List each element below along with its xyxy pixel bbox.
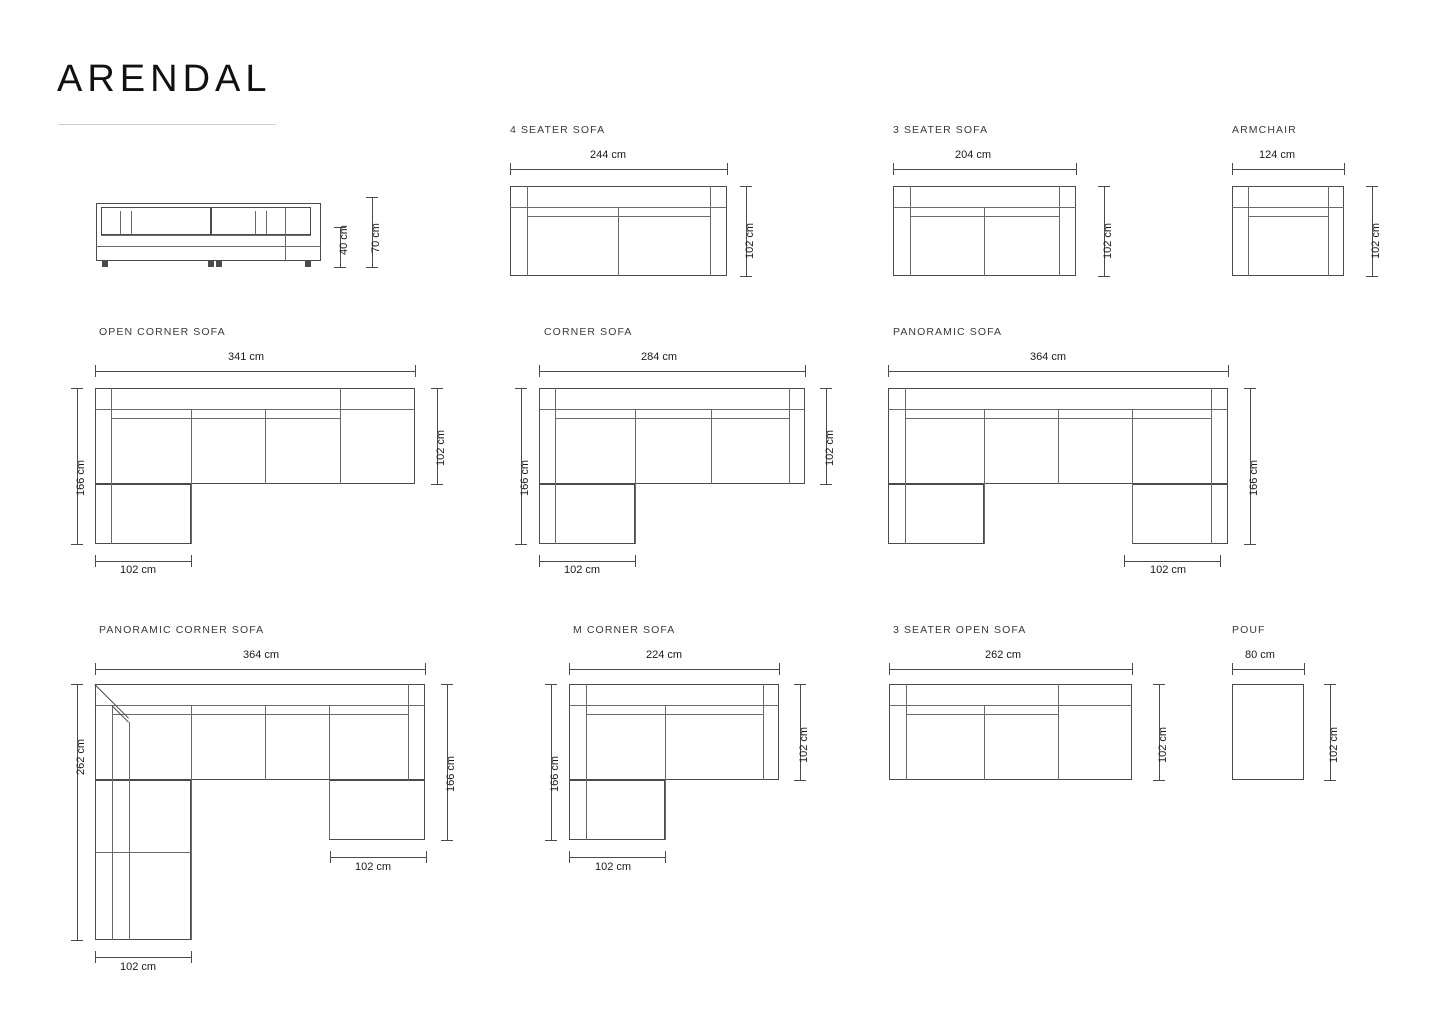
dim-mcorner-width-line xyxy=(569,669,779,670)
dim-opencorner-foot-tick-left xyxy=(95,555,96,567)
dim-pouf-width-tick-right xyxy=(1304,663,1305,675)
dim-3seater-width-tick-right xyxy=(1076,163,1077,175)
dim-opencorner-width-tick-left xyxy=(95,365,96,377)
dim-pancorner-side-line xyxy=(77,684,78,940)
dim-pancorner-width-line xyxy=(95,669,425,670)
dim-mcorner-side-tick-bottom xyxy=(545,840,557,841)
dim-opencorner-depth-tick-bottom xyxy=(431,484,443,485)
dim-mcorner-foot-tick-right xyxy=(665,851,666,863)
dim-3seater-depth-label: 102 cm xyxy=(1102,222,1114,259)
dim-pancorner-width-tick-right xyxy=(425,663,426,675)
dim-panoramic-depth-label: 166 cm xyxy=(1248,459,1260,496)
dim-pouf-width-tick-left xyxy=(1232,663,1233,675)
dim-pancorner-foot-line xyxy=(95,957,191,958)
dim-panoramic-width-label: 364 cm xyxy=(1030,351,1067,363)
dim-mcorner-width-tick-right xyxy=(779,663,780,675)
dim-panoramic-foot-label: 102 cm xyxy=(1150,564,1187,576)
dim-panoramic-depth-tick-top xyxy=(1244,388,1256,389)
dim-corner-width-tick-right xyxy=(805,365,806,377)
label-3-seater-open-sofa: 3 SEATER OPEN SOFA xyxy=(893,624,1027,636)
dim-armchair-depth-tick-bottom xyxy=(1366,276,1378,277)
dim-mcorner-foot-label: 102 cm xyxy=(595,861,632,873)
dim-4seater-width-tick-right xyxy=(727,163,728,175)
dim-corner-side-tick-bottom xyxy=(515,544,527,545)
dim-corner-foot-tick-right xyxy=(635,555,636,567)
label-open-corner-sofa: OPEN CORNER SOFA xyxy=(99,326,226,338)
dim-panoramic-width-tick-left xyxy=(888,365,889,377)
dim-mcorner-width-label: 224 cm xyxy=(646,649,683,661)
hero-height-tick-top xyxy=(366,197,378,198)
dim-mcorner-depth-label: 102 cm xyxy=(798,726,810,763)
dim-3seater-depth-tick-bottom xyxy=(1098,276,1110,277)
label-armchair: ARMCHAIR xyxy=(1232,124,1297,136)
dim-3seater-width-label: 204 cm xyxy=(955,149,992,161)
dim-pancorner-foot2-line xyxy=(330,857,426,858)
dim-corner-depth-tick-bottom xyxy=(820,484,832,485)
dim-panoramic-foot-tick-left xyxy=(1124,555,1125,567)
dim-panoramic-width-tick-right xyxy=(1228,365,1229,377)
dim-pancorner-foot2-tick-left xyxy=(330,851,331,863)
hero-height-label: 70 cm xyxy=(370,223,382,253)
title-divider xyxy=(58,124,276,125)
dim-pouf-depth-label: 102 cm xyxy=(1328,726,1340,763)
dim-mcorner-side-tick-top xyxy=(545,684,557,685)
dim-opencorner-width-line xyxy=(95,371,415,372)
dim-panoramic-depth-tick-bottom xyxy=(1244,544,1256,545)
dim-armchair-width-label: 124 cm xyxy=(1259,149,1296,161)
dim-4seater-depth-tick-top xyxy=(740,186,752,187)
dim-corner-side-label: 166 cm xyxy=(519,459,531,496)
dim-pancorner-foot-tick-left xyxy=(95,951,96,963)
dim-opencorner-width-tick-right xyxy=(415,365,416,377)
dim-4seater-width-tick-left xyxy=(510,163,511,175)
dim-pouf-width-label: 80 cm xyxy=(1245,649,1275,661)
dim-armchair-depth-label: 102 cm xyxy=(1370,222,1382,259)
dim-4seater-depth-label: 102 cm xyxy=(744,222,756,259)
dim-opencorner-foot-line xyxy=(95,561,191,562)
hero-seat-label: 40 cm xyxy=(338,225,350,255)
dim-3open-width-tick-left xyxy=(889,663,890,675)
dim-pancorner-side-tick-bottom xyxy=(71,940,83,941)
dim-panoramic-foot-tick-right xyxy=(1220,555,1221,567)
label-m-corner-sofa: M CORNER SOFA xyxy=(573,624,676,636)
hero-seat-tick-bottom xyxy=(334,267,346,268)
dim-pancorner-foot-label: 102 cm xyxy=(120,961,157,973)
dim-pouf-depth-tick-bottom xyxy=(1324,780,1336,781)
dim-4seater-depth-tick-bottom xyxy=(740,276,752,277)
dim-pancorner-width-tick-left xyxy=(95,663,96,675)
dim-4seater-width-line xyxy=(510,169,727,170)
dim-armchair-depth-tick-top xyxy=(1366,186,1378,187)
dim-mcorner-depth-tick-top xyxy=(794,684,806,685)
dim-corner-depth-tick-top xyxy=(820,388,832,389)
dim-corner-depth-label: 102 cm xyxy=(824,429,836,466)
label-4-seater-sofa: 4 SEATER SOFA xyxy=(510,124,606,136)
page-title: ARENDAL xyxy=(57,58,272,100)
label-pouf: POUF xyxy=(1232,624,1266,636)
dim-panoramic-foot-line xyxy=(1124,561,1220,562)
dim-pancorner-side-label: 262 cm xyxy=(75,738,87,775)
dim-pancorner-depth-label: 166 cm xyxy=(445,755,457,792)
dim-corner-side-tick-top xyxy=(515,388,527,389)
dim-4seater-width-label: 244 cm xyxy=(590,149,627,161)
dim-pancorner-depth-tick-bottom xyxy=(441,840,453,841)
dim-armchair-width-line xyxy=(1232,169,1344,170)
dim-corner-foot-label: 102 cm xyxy=(564,564,601,576)
dim-pancorner-depth-tick-top xyxy=(441,684,453,685)
dim-corner-foot-line xyxy=(539,561,635,562)
hero-height-tick-bottom xyxy=(366,267,378,268)
dim-3open-depth-label: 102 cm xyxy=(1157,726,1169,763)
dim-opencorner-width-label: 341 cm xyxy=(228,351,265,363)
dim-mcorner-depth-tick-bottom xyxy=(794,780,806,781)
dim-corner-width-tick-left xyxy=(539,365,540,377)
dim-opencorner-side-tick-top xyxy=(71,388,83,389)
dim-pouf-depth-tick-top xyxy=(1324,684,1336,685)
dim-corner-foot-tick-left xyxy=(539,555,540,567)
dim-opencorner-side-label: 166 cm xyxy=(75,459,87,496)
dim-pancorner-foot-tick-right xyxy=(191,951,192,963)
dim-opencorner-depth-tick-top xyxy=(431,388,443,389)
label-3-seater-sofa: 3 SEATER SOFA xyxy=(893,124,989,136)
dim-corner-width-label: 284 cm xyxy=(641,351,678,363)
dim-mcorner-foot-line xyxy=(569,857,665,858)
dim-pancorner-foot2-tick-right xyxy=(426,851,427,863)
dim-3open-width-tick-right xyxy=(1132,663,1133,675)
dim-3open-width-label: 262 cm xyxy=(985,649,1022,661)
dim-pancorner-foot2-label: 102 cm xyxy=(355,861,392,873)
dim-mcorner-width-tick-left xyxy=(569,663,570,675)
dim-3open-depth-tick-top xyxy=(1153,684,1165,685)
label-panoramic-sofa: PANORAMIC SOFA xyxy=(893,326,1003,338)
dim-3open-width-line xyxy=(889,669,1132,670)
dim-armchair-width-tick-left xyxy=(1232,163,1233,175)
label-corner-sofa: CORNER SOFA xyxy=(544,326,633,338)
dim-panoramic-width-line xyxy=(888,371,1228,372)
dim-corner-width-line xyxy=(539,371,805,372)
dim-3seater-width-tick-left xyxy=(893,163,894,175)
dim-armchair-width-tick-right xyxy=(1344,163,1345,175)
dim-opencorner-depth-label: 102 cm xyxy=(435,429,447,466)
dim-opencorner-foot-label: 102 cm xyxy=(120,564,157,576)
dim-3open-depth-tick-bottom xyxy=(1153,780,1165,781)
dim-pancorner-width-label: 364 cm xyxy=(243,649,280,661)
dim-opencorner-side-tick-bottom xyxy=(71,544,83,545)
label-panoramic-corner-sofa: PANORAMIC CORNER SOFA xyxy=(99,624,265,636)
dim-mcorner-foot-tick-left xyxy=(569,851,570,863)
dim-pouf-width-line xyxy=(1232,669,1304,670)
dim-opencorner-foot-tick-right xyxy=(191,555,192,567)
dim-3seater-depth-tick-top xyxy=(1098,186,1110,187)
dim-mcorner-side-label: 166 cm xyxy=(549,755,561,792)
dim-pancorner-side-tick-top xyxy=(71,684,83,685)
dim-3seater-width-line xyxy=(893,169,1076,170)
